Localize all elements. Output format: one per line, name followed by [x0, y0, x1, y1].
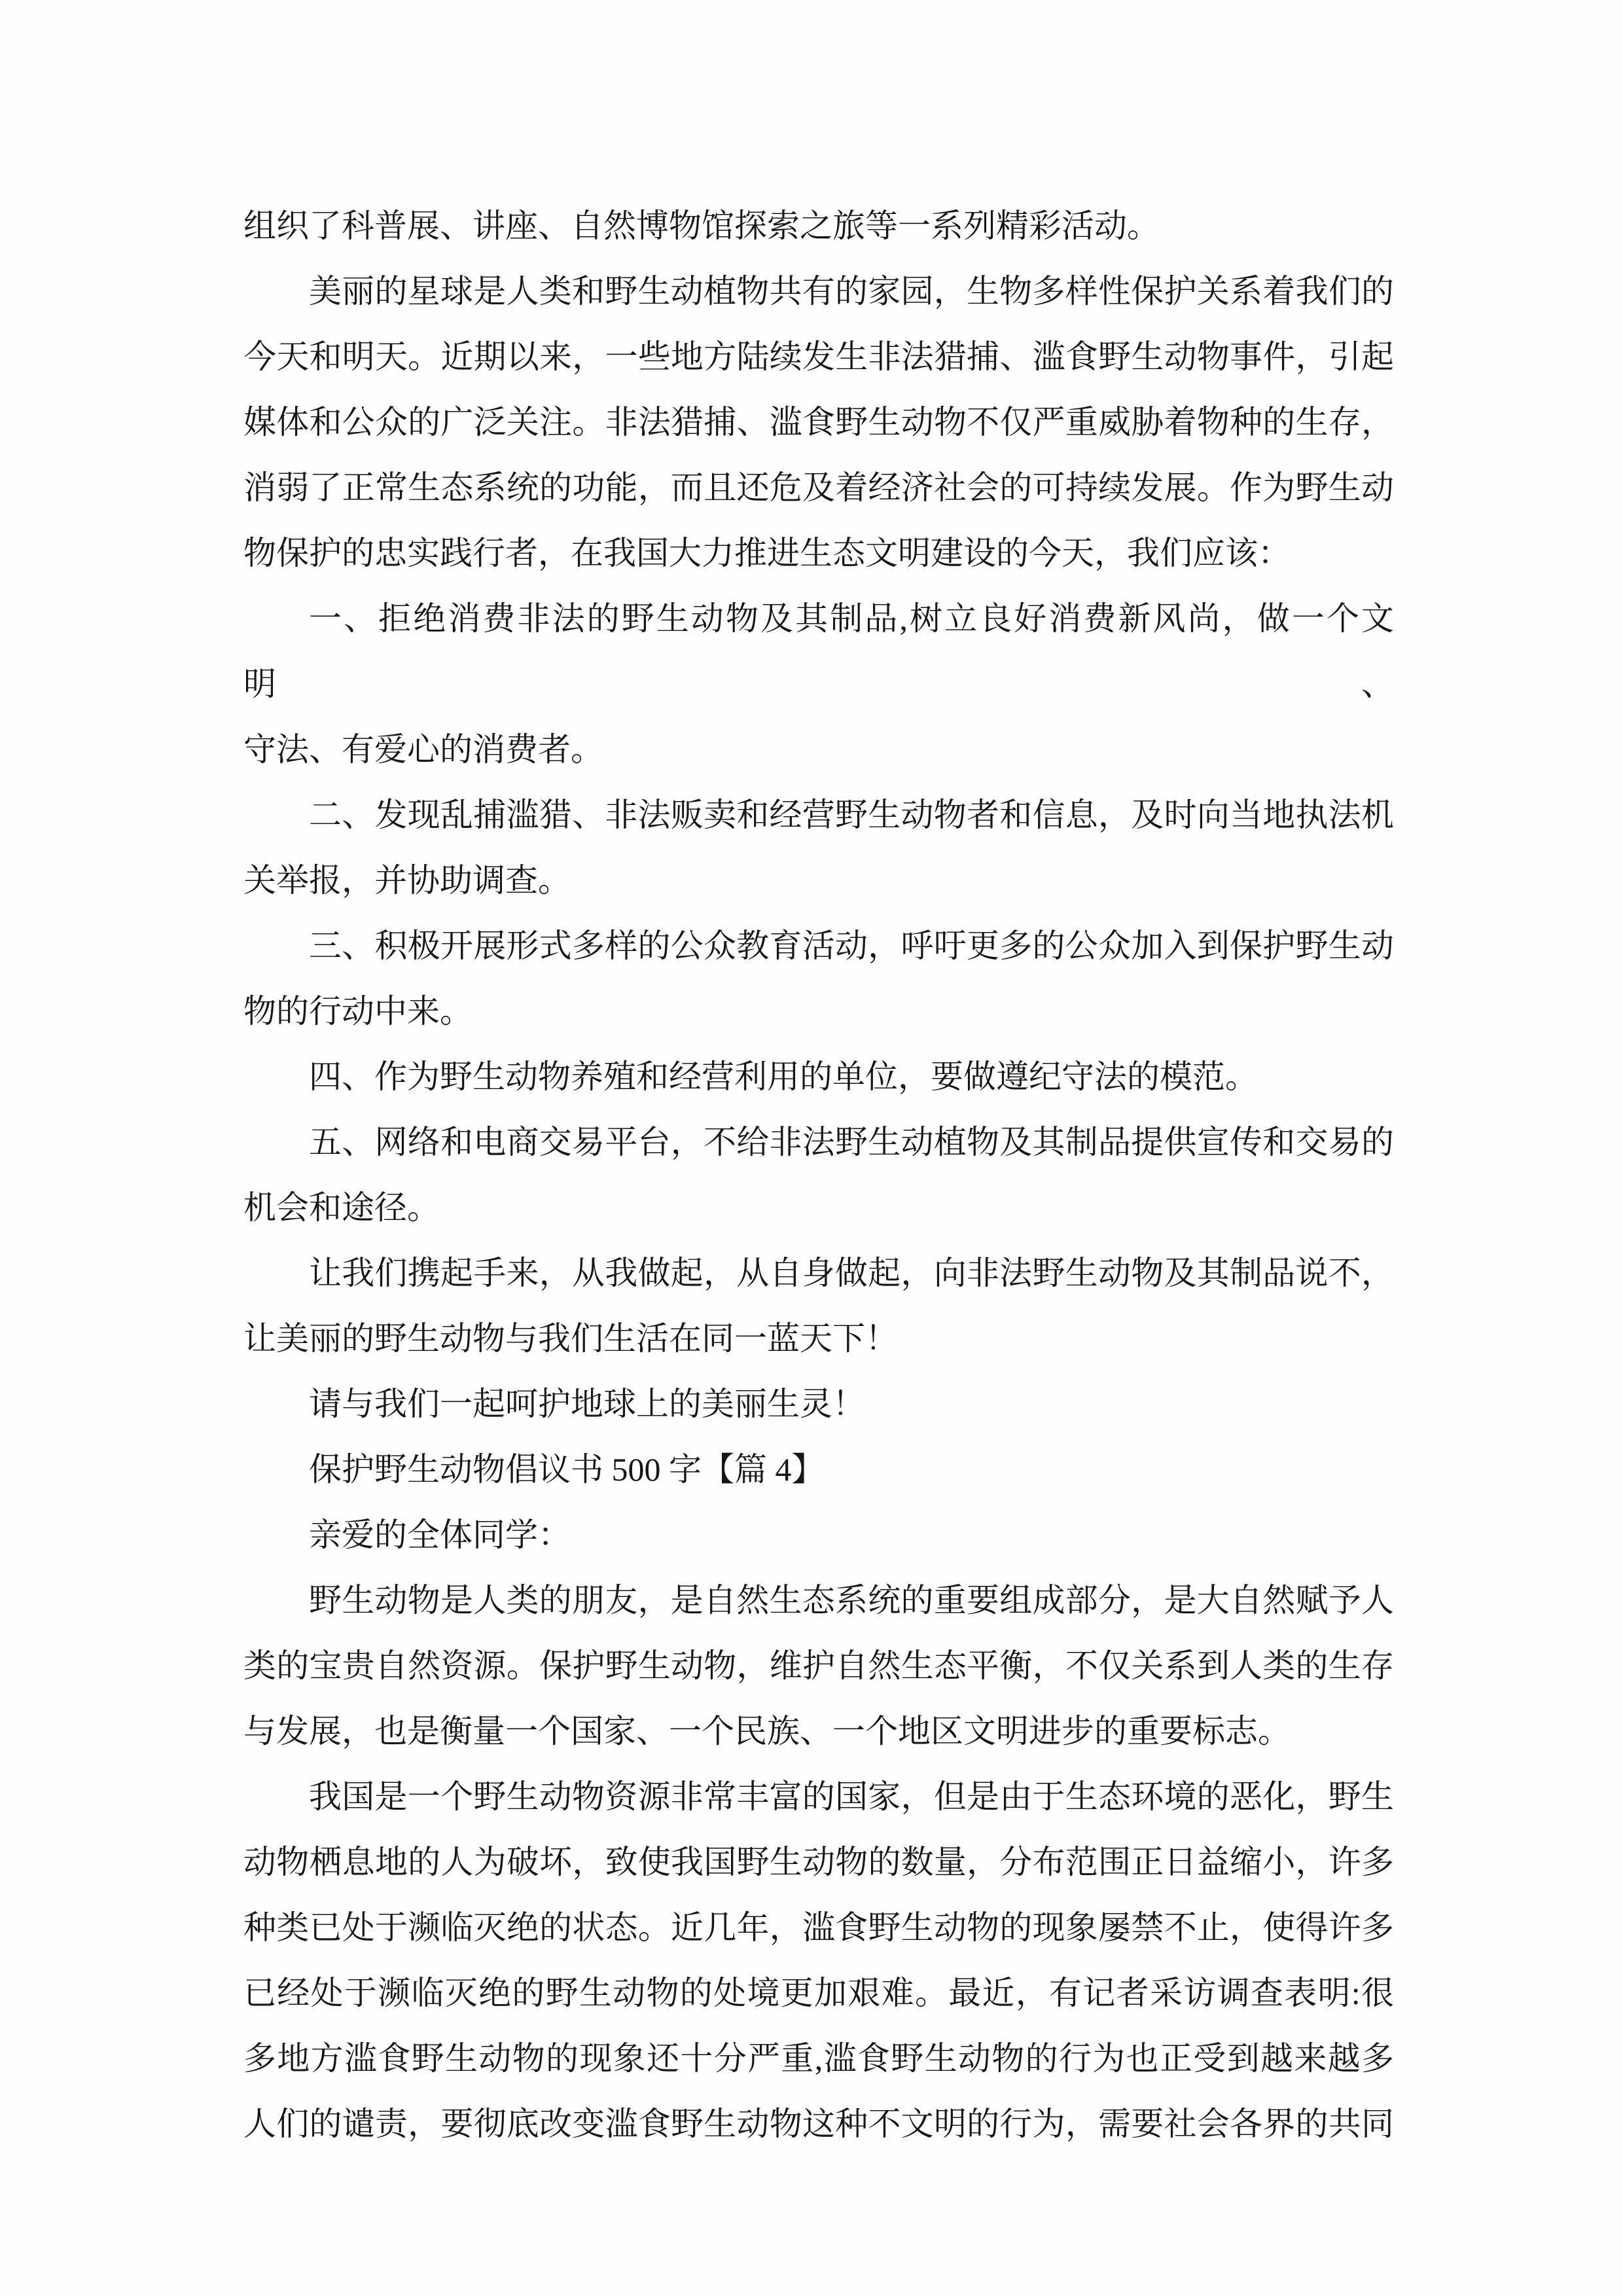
- paragraph: [243, 1109, 1394, 1240]
- text-line: 守法、有爱心的消费者。: [243, 731, 603, 768]
- text-line: 媒体和公众的广泛关注。非法猎捕、滥食野生动物不仅严重威胁着物种的生存，: [243, 404, 1394, 440]
- text-line: 与发展，也是衡量一个国家、一个民族、一个地区文明进步的重要标志。: [243, 1713, 1291, 1749]
- text-line: 多地方滥食野生动物的现象还十分严重,滥食野生动物的行为也正受到越来越多: [243, 2040, 1394, 2077]
- text-line: 物的行动中来。: [243, 993, 473, 1030]
- document-text-block: [243, 193, 1394, 2157]
- text-line: 三、积极开展形式多样的公众教育活动，呼吁更多的公众加入到保护野生动: [309, 927, 1394, 964]
- text-line: 组织了科普展、讲座、自然博物馆探索之旅等一系列精彩活动。: [243, 207, 1160, 244]
- paragraph: [243, 1371, 1394, 1437]
- text-line: 保护野生动物倡议书 500 字【篇 4】: [309, 1451, 825, 1488]
- paragraph: [243, 193, 1394, 259]
- text-line: 动物栖息地的人为破坏，致使我国野生动物的数量，分布范围正日益缩小，许多: [243, 1844, 1394, 1880]
- text-line: 二、发现乱捕滥猎、非法贩卖和经营野生动物者和信息，及时向当地执法机: [309, 797, 1394, 833]
- paragraph: [243, 782, 1394, 913]
- text-line: 野生动物是人类的朋友，是自然生态系统的重要组成部分，是大自然赋予人: [309, 1582, 1394, 1619]
- text-line: 物保护的忠实践行者，在我国大力推进生态文明建设的今天，我们应该：: [243, 535, 1291, 571]
- text-line: 亲爱的全体同学：: [309, 1516, 571, 1553]
- text-line: 关举报，并协助调查。: [243, 862, 571, 899]
- text-line: 类的宝贵自然资源。保护野生动物，维护自然生态平衡，不仅关系到人类的生存: [243, 1647, 1394, 1684]
- text-line: 美丽的星球是人类和野生动植物共有的家园，生物多样性保护关系着我们的: [309, 273, 1394, 310]
- paragraph: [243, 586, 1394, 782]
- paragraph: [243, 1437, 1394, 1502]
- paragraph: [243, 1044, 1394, 1109]
- paragraph: [243, 259, 1394, 586]
- text-line: 让美丽的野生动物与我们生活在同一蓝天下！: [243, 1320, 898, 1357]
- text-line: 四、作为野生动物养殖和经营利用的单位，要做遵纪守法的模范。: [309, 1058, 1258, 1095]
- text-line: 机会和途径。: [243, 1189, 440, 1226]
- paragraph: [243, 1240, 1394, 1371]
- text-line: 五、网络和电商交易平台，不给非法野生动植物及其制品提供宣传和交易的: [309, 1124, 1394, 1160]
- text-line: 今天和明天。近期以来，一些地方陆续发生非法猎捕、滥食野生动物事件，引起: [243, 338, 1394, 375]
- paragraph: [243, 1502, 1394, 1568]
- text-line: 一、拒绝消费非法的野生动物及其制品,树立良好消费新风尚，做一个文明、: [243, 600, 1394, 702]
- text-line: 请与我们一起呵护地球上的美丽生灵！: [309, 1386, 865, 1422]
- paragraph: [243, 1764, 1394, 2157]
- paragraph: [243, 913, 1394, 1044]
- paragraph: [243, 1568, 1394, 1764]
- text-line: 消弱了正常生态系统的功能，而且还危及着经济社会的可持续发展。作为野生动: [243, 469, 1394, 506]
- text-line: 人们的谴责，要彻底改变滥食野生动物这种不文明的行为，需要社会各界的共同: [243, 2106, 1394, 2142]
- text-line: 种类已处于濒临灭绝的状态。近几年，滥食野生动物的现象屡禁不止，使得许多: [243, 1909, 1394, 1946]
- text-line: 已经处于濒临灭绝的野生动物的处境更加艰难。最近，有记者采访调查表明:很: [243, 1975, 1394, 2011]
- text-line: 我国是一个野生动物资源非常丰富的国家，但是由于生态环境的恶化，野生: [309, 1778, 1394, 1815]
- text-line: 让我们携起手来，从我做起，从自身做起，向非法野生动物及其制品说不，: [309, 1255, 1394, 1291]
